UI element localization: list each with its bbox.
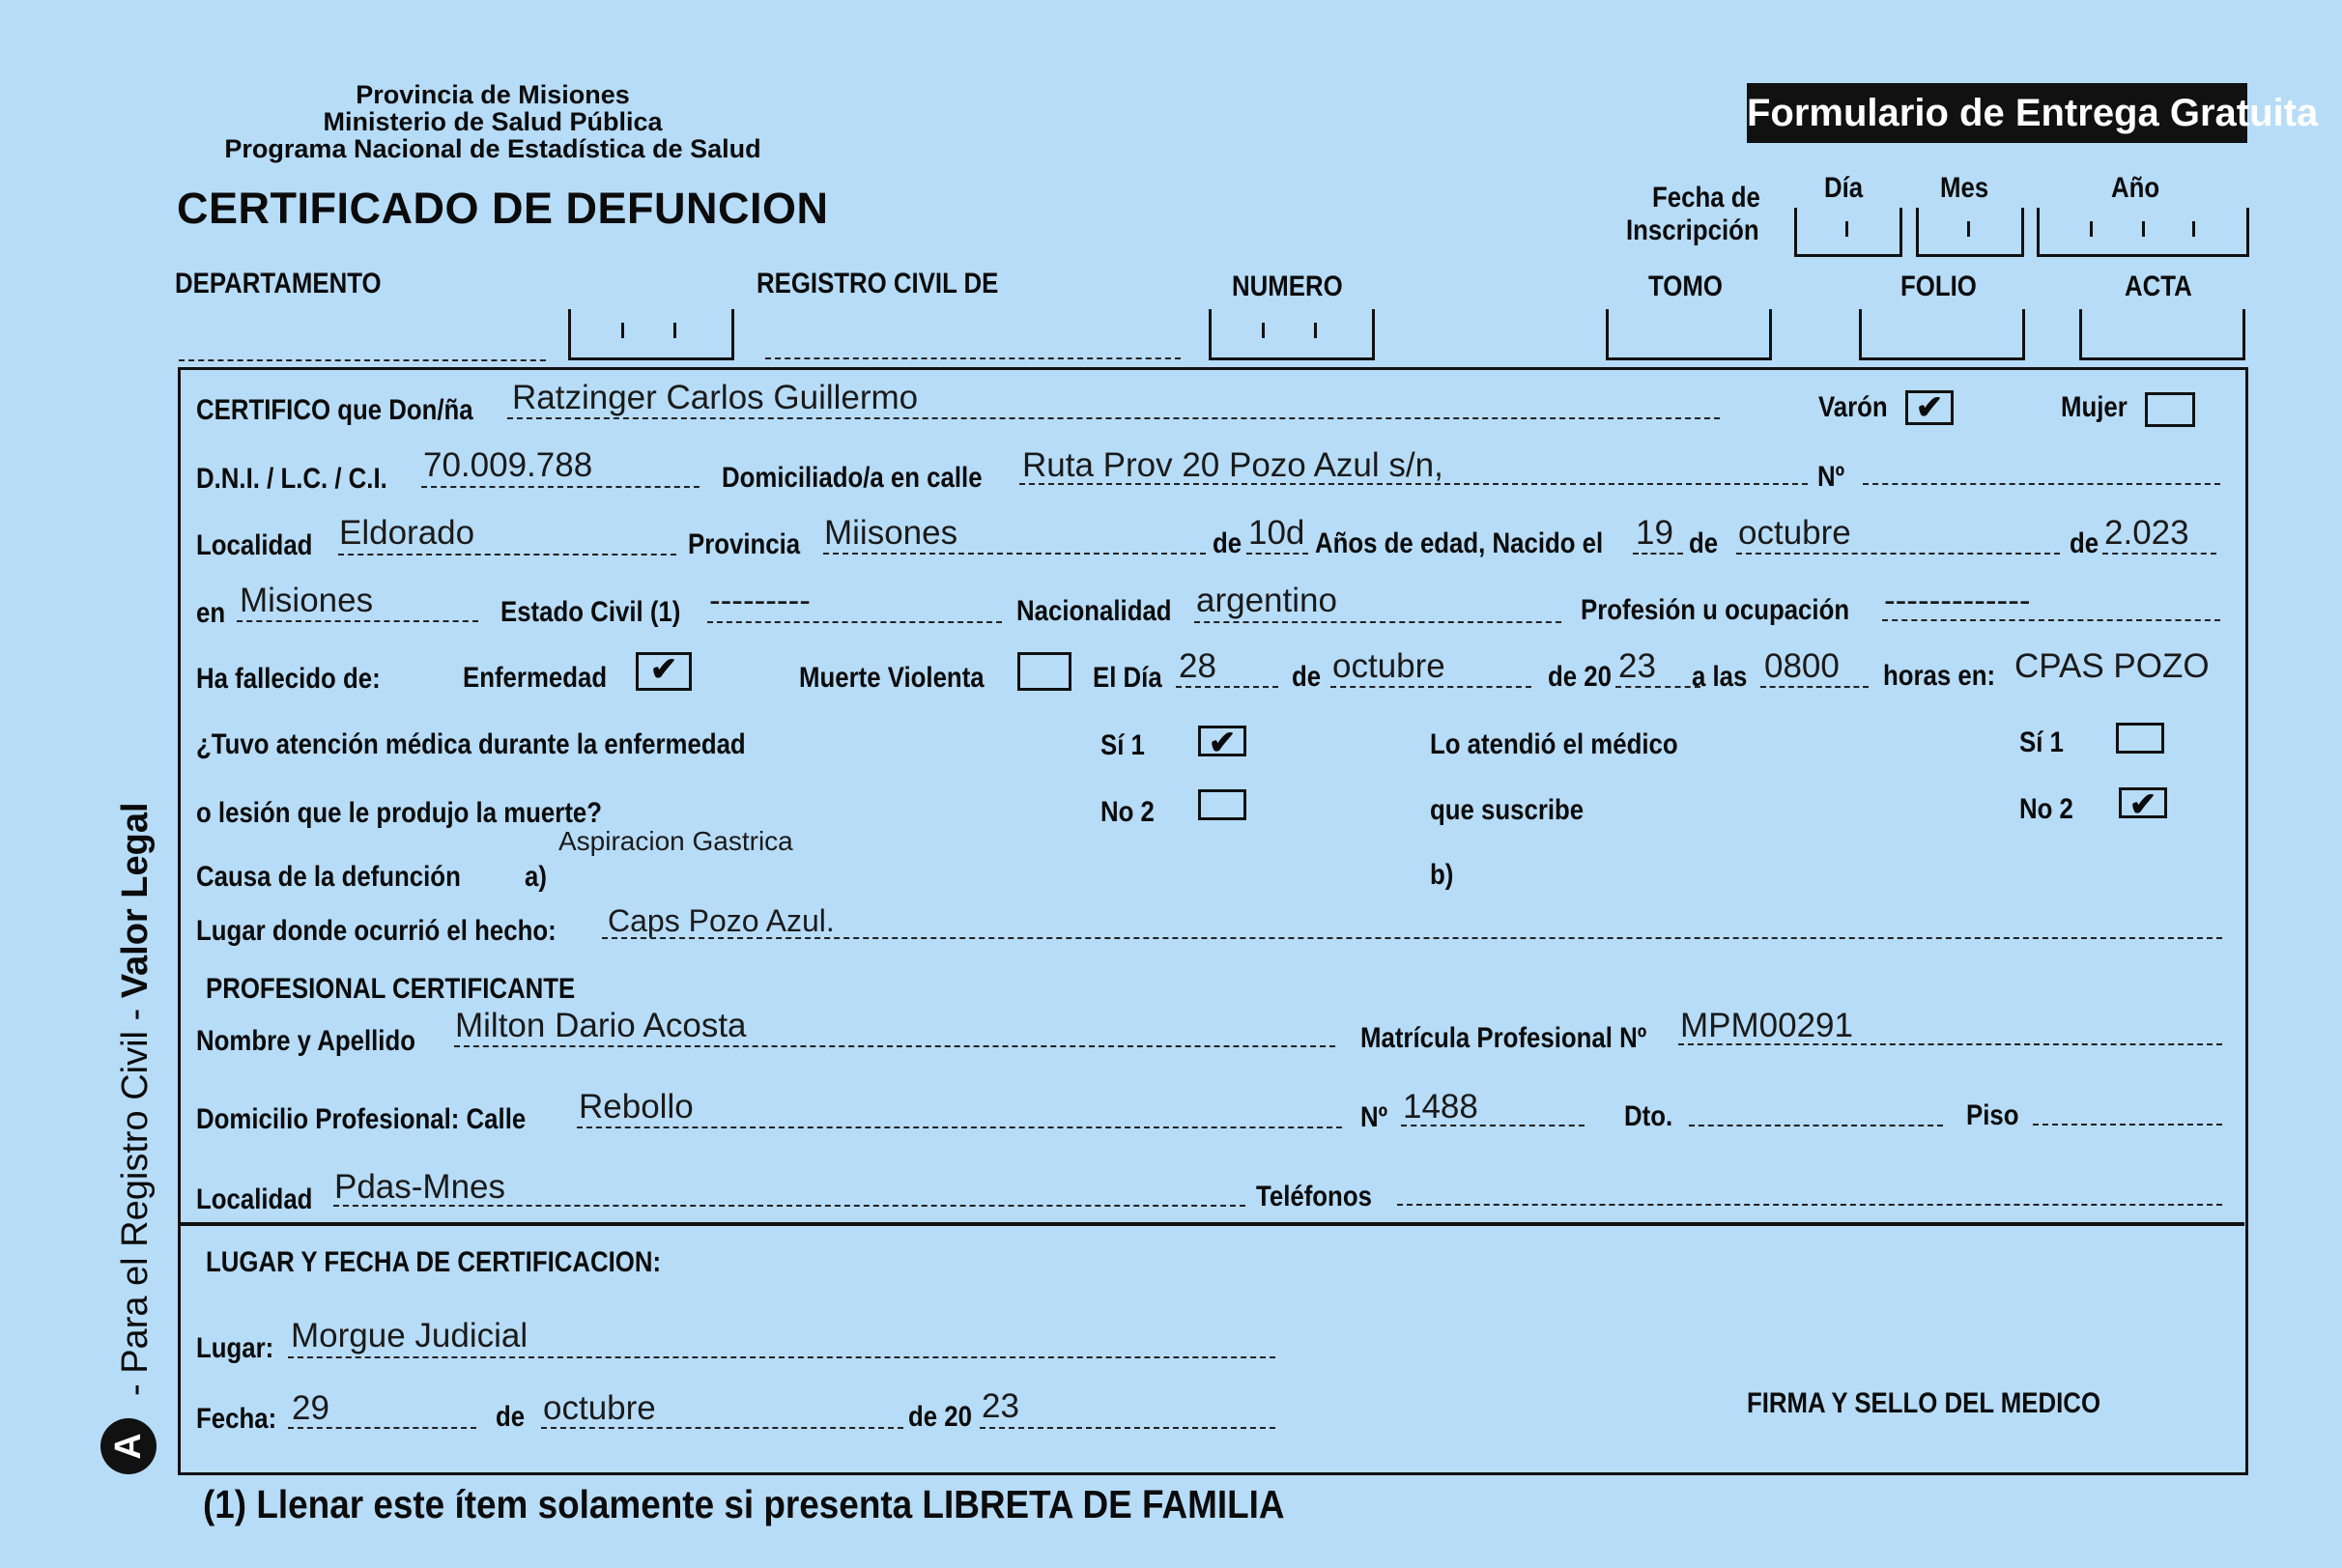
varon-label: Varón — [1818, 391, 1888, 423]
lugar-cert-label: Lugar: — [196, 1332, 274, 1364]
section-divider — [181, 1222, 2244, 1226]
mujer-checkbox[interactable] — [2145, 392, 2195, 427]
nac-dia-input[interactable] — [1633, 553, 1683, 555]
causa-label: Causa de la defunción — [196, 861, 461, 893]
estado-civil-value: --------- — [709, 582, 811, 619]
lugar-cert-value: Morgue Judicial — [291, 1317, 528, 1354]
fecha-cert-label: Fecha: — [196, 1403, 277, 1435]
enfermedad-label: Enfermedad — [463, 662, 608, 694]
prof-nombre-value: Milton Dario Acosta — [455, 1007, 747, 1044]
atencion-si-checkbox[interactable]: ✔ — [1198, 726, 1246, 756]
tomo-input[interactable] — [1606, 309, 1772, 360]
provincia-label: Provincia — [688, 528, 801, 560]
fecha-dia-input[interactable] — [288, 1427, 476, 1429]
localidad-label: Localidad — [196, 529, 313, 561]
telefonos-label: Teléfonos — [1256, 1181, 1372, 1212]
header-province: Provincia de Misiones — [356, 80, 630, 109]
fecha-inscripcion-label-2: Inscripción — [1626, 214, 1759, 246]
fecha-inscripcion-label-1: Fecha de — [1652, 182, 1760, 214]
dto-label: Dto. — [1624, 1100, 1673, 1132]
enfermedad-checkbox[interactable]: ✔ — [636, 652, 692, 691]
lugar-hecho-label: Lugar donde ocurrió el hecho: — [196, 915, 557, 947]
atencion-label-1: ¿Tuvo atención médica durante la enfermedad — [196, 728, 746, 760]
hora-input[interactable] — [1760, 686, 1869, 688]
dni-value: 70.009.788 — [423, 446, 593, 484]
el-dia-label: El Día — [1093, 662, 1162, 694]
lugar-fecha-heading: LUGAR Y FECHA DE CERTIFICACION: — [206, 1246, 662, 1278]
fall-anio-de20-label: de 20 — [1548, 661, 1612, 693]
nac-mes-value: octubre — [1738, 514, 1851, 552]
profesion-value: ------------- — [1884, 582, 2031, 619]
lugar-hecho-input[interactable] — [602, 937, 2222, 939]
en-value: Misiones — [240, 582, 374, 619]
acta-label: ACTA — [2125, 271, 2192, 302]
fecha-anio-input[interactable] — [980, 1427, 1275, 1429]
matricula-label: Matrícula Profesional Nº — [1360, 1022, 1647, 1054]
edad-value: 10d — [1248, 514, 1305, 552]
nac-anio-input[interactable] — [2102, 553, 2216, 555]
numero-label: NUMERO — [1232, 271, 1343, 302]
edad-de-label: de — [1213, 527, 1242, 559]
lo-atendio-label: Lo atendió el médico — [1430, 728, 1678, 760]
fall-mes-de-label: de — [1292, 661, 1322, 693]
copy-letter-badge: A — [100, 1418, 157, 1474]
prof-localidad-label: Localidad — [196, 1183, 313, 1215]
prof-nombre-input[interactable] — [454, 1045, 1335, 1047]
prof-nro-input[interactable] — [1401, 1125, 1585, 1126]
horas-en-label: horas en: — [1883, 660, 1996, 692]
en-label: en — [196, 597, 226, 629]
registro-civil-input[interactable] — [765, 357, 1181, 359]
fall-mes-input[interactable] — [1330, 686, 1531, 688]
footnote: (1) Llenar este ítem solamente si presenta LIBRETA DE FAMILIA — [203, 1482, 1285, 1526]
piso-input[interactable] — [2033, 1124, 2222, 1126]
fecha-mes-value: octubre — [543, 1389, 656, 1427]
side-legal-text — [115, 802, 157, 1396]
numero-input[interactable] — [1209, 309, 1375, 360]
side-registro-text: - Para el Registro Civil - — [115, 998, 156, 1396]
certifico-label: CERTIFICO que Don/ña — [196, 394, 473, 426]
side-valor-legal: Valor Legal — [115, 802, 156, 999]
fall-anio-input[interactable] — [1615, 686, 1700, 688]
anio-label: Año — [2111, 172, 2160, 204]
page-title: CERTIFICADO DE DEFUNCION — [177, 184, 829, 233]
lugar-hecho-value: Caps Pozo Azul. — [608, 903, 835, 938]
nacionalidad-value: argentino — [1196, 582, 1337, 619]
profesion-label: Profesión u ocupación — [1581, 594, 1850, 626]
atencion-no-label: No 2 — [1100, 796, 1155, 828]
nro-label: Nº — [1817, 461, 1845, 493]
telefonos-input[interactable] — [1397, 1204, 2222, 1206]
departamento-label: DEPARTAMENTO — [175, 268, 382, 299]
dni-label: D.N.I. / L.C. / C.I. — [196, 463, 387, 495]
profesion-input[interactable] — [1882, 619, 2220, 621]
edad-input[interactable] — [1246, 553, 1308, 555]
medico-no-label: No 2 — [2019, 793, 2073, 825]
mes-input[interactable] — [1916, 208, 2024, 257]
prof-nro-label: Nº — [1360, 1101, 1388, 1133]
prof-nro-value: 1488 — [1403, 1088, 1478, 1126]
prof-localidad-value: Pdas-Mnes — [334, 1168, 506, 1206]
atencion-label-2: o lesión que le produjo la muerte? — [196, 797, 603, 829]
en-input[interactable] — [237, 620, 478, 622]
departamento-code-input[interactable] — [568, 309, 734, 360]
varon-checkbox[interactable]: ✔ — [1905, 390, 1954, 425]
matricula-input[interactable] — [1678, 1043, 2222, 1045]
fall-dia-value: 28 — [1179, 647, 1216, 685]
calle-input[interactable] — [1019, 483, 1808, 485]
prof-localidad-input[interactable] — [333, 1205, 1245, 1207]
anios-nacido-label: Años de edad, Nacido el — [1315, 527, 1604, 559]
nac-mes-input[interactable] — [1736, 553, 2060, 555]
fall-dia-input[interactable] — [1176, 686, 1278, 688]
muerte-violenta-checkbox[interactable] — [1017, 652, 1071, 691]
ha-fallecido-label: Ha fallecido de: — [196, 663, 381, 695]
mujer-label: Mujer — [2061, 391, 2128, 423]
calle-value: Ruta Prov 20 Pozo Azul s/n, — [1022, 446, 1443, 484]
fecha-anio-value: 23 — [982, 1387, 1019, 1425]
nombre-value: Ratzinger Carlos Guillermo — [512, 379, 919, 416]
prof-calle-input[interactable] — [577, 1126, 1342, 1128]
estado-civil-input[interactable] — [707, 621, 1002, 623]
nac-de-label: de — [1689, 527, 1719, 559]
fecha-anio-de20-label: de 20 — [908, 1401, 972, 1433]
acta-input[interactable] — [2079, 309, 2245, 360]
header-program: Programa Nacional de Estadística de Salud — [224, 134, 761, 163]
fall-anio-value: 23 — [1618, 647, 1656, 685]
tomo-label: TOMO — [1648, 271, 1723, 302]
fecha-mes-input[interactable] — [541, 1427, 903, 1429]
prof-calle-value: Rebollo — [579, 1088, 694, 1126]
domicilio-prof-label: Domicilio Profesional: Calle — [196, 1103, 527, 1135]
horas-en-value: CPAS POZO — [2014, 647, 2210, 685]
medico-si-label: Sí 1 — [2019, 727, 2064, 758]
profesional-heading: PROFESIONAL CERTIFICANTE — [206, 973, 576, 1005]
mes-label: Mes — [1940, 172, 1989, 204]
piso-label: Piso — [1966, 1099, 2019, 1131]
fecha-mes-de-label: de — [496, 1401, 526, 1433]
atencion-no-checkbox[interactable] — [1198, 789, 1246, 820]
header-ministry: Ministerio de Salud Pública — [323, 107, 663, 136]
hora-value: 0800 — [1764, 647, 1840, 685]
lugar-cert-input[interactable] — [288, 1356, 1275, 1358]
localidad-value: Eldorado — [339, 514, 475, 552]
dto-input[interactable] — [1689, 1125, 1943, 1126]
folio-input[interactable] — [1859, 309, 2025, 360]
nombre-input[interactable] — [507, 417, 1720, 419]
dia-input[interactable] — [1794, 208, 1902, 257]
dni-input[interactable] — [421, 486, 700, 488]
dia-label: Día — [1824, 172, 1864, 204]
nacionalidad-label: Nacionalidad — [1016, 595, 1172, 627]
nombre-apellido-label: Nombre y Apellido — [196, 1025, 415, 1057]
departamento-input[interactable] — [179, 359, 546, 361]
a-las-label: a las — [1692, 661, 1748, 693]
folio-label: FOLIO — [1900, 271, 1977, 302]
atencion-si-label: Sí 1 — [1100, 729, 1145, 761]
medico-si-checkbox[interactable] — [2116, 723, 2164, 754]
provincia-value: Miisones — [824, 514, 958, 552]
estado-civil-label: Estado Civil (1) — [500, 596, 681, 628]
fecha-dia-value: 29 — [292, 1389, 329, 1427]
domiciliado-label: Domiciliado/a en calle — [722, 462, 983, 494]
medico-no-checkbox[interactable]: ✔ — [2119, 787, 2167, 818]
fall-mes-value: octubre — [1332, 647, 1445, 685]
registro-civil-label: REGISTRO CIVIL DE — [757, 268, 999, 299]
matricula-value: MPM00291 — [1680, 1007, 1853, 1044]
nro-input[interactable] — [1863, 483, 2220, 485]
nac-dia-value: 19 — [1636, 514, 1673, 552]
causa-a-label: a) — [525, 861, 547, 893]
provincia-input[interactable] — [823, 553, 1206, 555]
nacionalidad-input[interactable] — [1194, 621, 1561, 623]
firma-label: FIRMA Y SELLO DEL MEDICO — [1747, 1387, 2101, 1419]
anio-input[interactable] — [2037, 208, 2249, 257]
nac-anio-de-label: de — [2070, 527, 2099, 559]
muerte-violenta-label: Muerte Violenta — [799, 662, 985, 694]
localidad-input[interactable] — [338, 554, 676, 556]
nac-anio-value: 2.023 — [2104, 514, 2189, 552]
free-form-banner: Formulario de Entrega Gratuita — [1747, 83, 2247, 143]
causa-a-value: Aspiracion Gastrica — [558, 826, 793, 856]
que-suscribe-label: que suscribe — [1430, 794, 1585, 826]
causa-b-label: b) — [1430, 859, 1454, 891]
